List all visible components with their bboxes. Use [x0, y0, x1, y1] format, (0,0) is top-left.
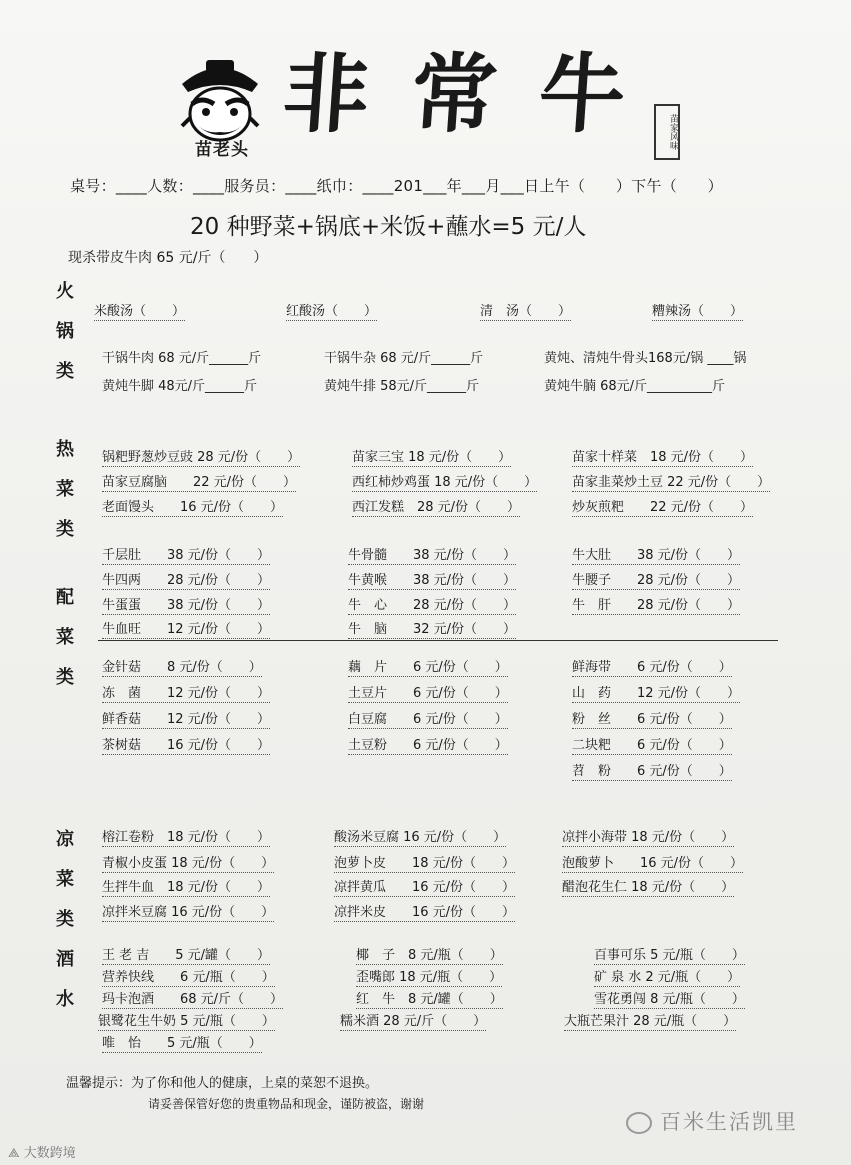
cold-dish-item[interactable]: 泡萝卜皮 18 元/份（ ）: [334, 852, 515, 873]
drink-item[interactable]: 营养快线 6 元/瓶（ ）: [102, 966, 275, 987]
hot-dish-item[interactable]: 西江发糕 28 元/份（ ）: [352, 496, 520, 517]
category-hot-dish: 热菜类: [56, 439, 74, 540]
side-veg-item[interactable]: 茶树菇 16 元/份（ ）: [102, 734, 270, 755]
drink-item[interactable]: 大瓶芒果汁 28 元/瓶（ ）: [564, 1010, 736, 1031]
side-meat-item[interactable]: 千层肚 38 元/份（ ）: [102, 544, 270, 565]
side-veg-item[interactable]: 土豆粉 6 元/份（ ）: [348, 734, 508, 755]
soup-item[interactable]: 糟辣汤（ ）: [652, 300, 743, 321]
side-veg-item[interactable]: 山 药 12 元/份（ ）: [572, 682, 740, 703]
hotpot-item[interactable]: 黄炖、清炖牛骨头168元/锅 ____锅: [544, 351, 747, 366]
side-meat-item[interactable]: 牛大肚 38 元/份（ ）: [572, 544, 740, 565]
drink-item[interactable]: 红 牛 8 元/罐（ ）: [356, 988, 503, 1009]
drink-item[interactable]: 银鹭花生牛奶 5 元/瓶（ ）: [98, 1010, 275, 1031]
side-meat-item[interactable]: 牛血旺 12 元/份（ ）: [102, 618, 270, 639]
hot-dish-item[interactable]: 苗家十样菜 18 元/份（ ）: [572, 446, 753, 467]
restaurant-title: 非常牛: [279, 44, 671, 145]
drink-item[interactable]: 玛卡泡酒 68 元/斤（ ）: [102, 988, 283, 1009]
cold-dish-item[interactable]: 凉拌黄瓜 16 元/份（ ）: [334, 876, 515, 897]
watermark-right-text: 百米生活凯里: [660, 1110, 798, 1134]
side-veg-item[interactable]: 粉 丝 6 元/份（ ）: [572, 708, 732, 729]
notice-line-2: 请妥善保管好您的贵重物品和现金，谨防被盗，谢谢: [148, 1097, 425, 1111]
cold-dish-item[interactable]: 青椒小皮蛋 18 元/份（ ）: [102, 852, 274, 873]
cold-dish-item[interactable]: 凉拌米皮 16 元/份（ ）: [334, 901, 515, 922]
side-meat-item[interactable]: 牛 心 28 元/份（ ）: [348, 594, 516, 615]
cold-dish-item[interactable]: 凉拌米豆腐 16 元/份（ ）: [102, 901, 274, 922]
hot-dish-item[interactable]: 苗家韭菜炒土豆 22 元/份（ ）: [572, 471, 770, 492]
hotpot-item[interactable]: 干锅牛杂 68 元/斤______斤: [324, 351, 484, 366]
hotpot-item[interactable]: 干锅牛肉 68 元/斤______斤: [102, 351, 262, 366]
notice-line-1: 温馨提示：为了你和他人的健康，上桌的菜恕不退换。: [66, 1076, 379, 1091]
cold-dish-item[interactable]: 凉拌小海带 18 元/份（ ）: [562, 826, 734, 847]
category-drinks: 酒水: [56, 949, 74, 1010]
chat-bubble-icon: [626, 1112, 652, 1134]
side-meat-item[interactable]: 牛四两 28 元/份（ ）: [102, 569, 270, 590]
side-meat-item[interactable]: 牛黄喉 38 元/份（ ）: [348, 569, 516, 590]
cold-dish-item[interactable]: 酸汤米豆腐 16 元/份（ ）: [334, 826, 506, 847]
hot-dish-item[interactable]: 锅粑野葱炒豆豉 28 元/份（ ）: [102, 446, 300, 467]
drink-item[interactable]: 雪花勇闯 8 元/瓶（ ）: [594, 988, 745, 1009]
drink-item[interactable]: 王 老 吉 5 元/罐（ ）: [102, 944, 270, 965]
watermark-logo-icon: ⟁: [8, 1146, 24, 1161]
soup-item[interactable]: 米酸汤（ ）: [94, 300, 185, 321]
watermark-left-text: 大数跨境: [23, 1146, 76, 1161]
fresh-beef-line: 现杀带皮牛肉 65 元/斤（ ）: [68, 250, 268, 266]
hotpot-item[interactable]: 黄炖牛腩 68元/斤__________斤: [544, 379, 726, 394]
side-meat-item[interactable]: 牛腰子 28 元/份（ ）: [572, 569, 740, 590]
drink-item[interactable]: 唯 怡 5 元/瓶（ ）: [102, 1032, 262, 1053]
hot-dish-item[interactable]: 炒灰煎粑 22 元/份（ ）: [572, 496, 753, 517]
category-side-dish: 配菜类: [56, 587, 74, 688]
drink-item[interactable]: 百事可乐 5 元/瓶（ ）: [594, 944, 745, 965]
side-meat-item[interactable]: 牛蛋蛋 38 元/份（ ）: [102, 594, 270, 615]
promo-line: 20 种野菜+锅底+米饭+蘸水=5 元/人: [190, 214, 587, 240]
hot-dish-item[interactable]: 苗家豆腐脑 22 元/份（ ）: [102, 471, 296, 492]
side-meat-item[interactable]: 牛 脑 32 元/份（ ）: [348, 618, 516, 639]
watermark-right: [626, 1106, 798, 1136]
side-meat-item[interactable]: 牛 肝 28 元/份（ ）: [572, 594, 740, 615]
side-meat-item[interactable]: 牛骨髓 38 元/份（ ）: [348, 544, 516, 565]
side-veg-item[interactable]: 土豆片 6 元/份（ ）: [348, 682, 508, 703]
order-form-line: 桌号：____人数：____服务员：____纸巾：____201___年___月___日上午（ ）下午（ ）: [70, 177, 723, 195]
drink-item[interactable]: 矿 泉 水 2 元/瓶（ ）: [594, 966, 740, 987]
hot-dish-item[interactable]: 西红柿炒鸡蛋 18 元/份（ ）: [352, 471, 537, 492]
side-veg-item[interactable]: 白豆腐 6 元/份（ ）: [348, 708, 508, 729]
hotpot-item[interactable]: 黄炖牛排 58元/斤______斤: [324, 379, 480, 394]
divider-line: [98, 640, 778, 641]
cold-dish-item[interactable]: 榕江卷粉 18 元/份（ ）: [102, 826, 270, 847]
cold-dish-item[interactable]: 醋泡花生仁 18 元/份（ ）: [562, 876, 734, 897]
logo-name: 苗老头: [195, 140, 249, 160]
side-veg-item[interactable]: 藕 片 6 元/份（ ）: [348, 656, 508, 677]
category-hotpot: 火锅类: [56, 281, 74, 382]
watermark-left: [8, 1142, 76, 1161]
soup-item[interactable]: 清 汤（ ）: [480, 300, 571, 321]
category-cold-dish: 凉菜类: [56, 829, 74, 930]
cold-dish-item[interactable]: 生拌牛血 18 元/份（ ）: [102, 876, 270, 897]
hotpot-item[interactable]: 黄炖牛脚 48元/斤______斤: [102, 379, 258, 394]
side-veg-item[interactable]: 苕 粉 6 元/份（ ）: [572, 760, 732, 781]
side-veg-item[interactable]: 二块粑 6 元/份（ ）: [572, 734, 732, 755]
drink-item[interactable]: 糯米酒 28 元/斤（ ）: [340, 1010, 486, 1031]
side-veg-item[interactable]: 冻 菌 12 元/份（ ）: [102, 682, 270, 703]
hot-dish-item[interactable]: 苗家三宝 18 元/份（ ）: [352, 446, 511, 467]
hot-dish-item[interactable]: 老面馒头 16 元/份（ ）: [102, 496, 283, 517]
soup-item[interactable]: 红酸汤（ ）: [286, 300, 377, 321]
cold-dish-item[interactable]: 泡酸萝卜 16 元/份（ ）: [562, 852, 743, 873]
side-veg-item[interactable]: 鲜海带 6 元/份（ ）: [572, 656, 732, 677]
side-veg-item[interactable]: 鲜香菇 12 元/份（ ）: [102, 708, 270, 729]
drink-item[interactable]: 歪嘴郎 18 元/瓶（ ）: [356, 966, 502, 987]
seal-stamp: 苗家风味: [654, 104, 680, 160]
side-veg-item[interactable]: 金针菇 8 元/份（ ）: [102, 656, 262, 677]
drink-item[interactable]: 椰 子 8 元/瓶（ ）: [356, 944, 503, 965]
